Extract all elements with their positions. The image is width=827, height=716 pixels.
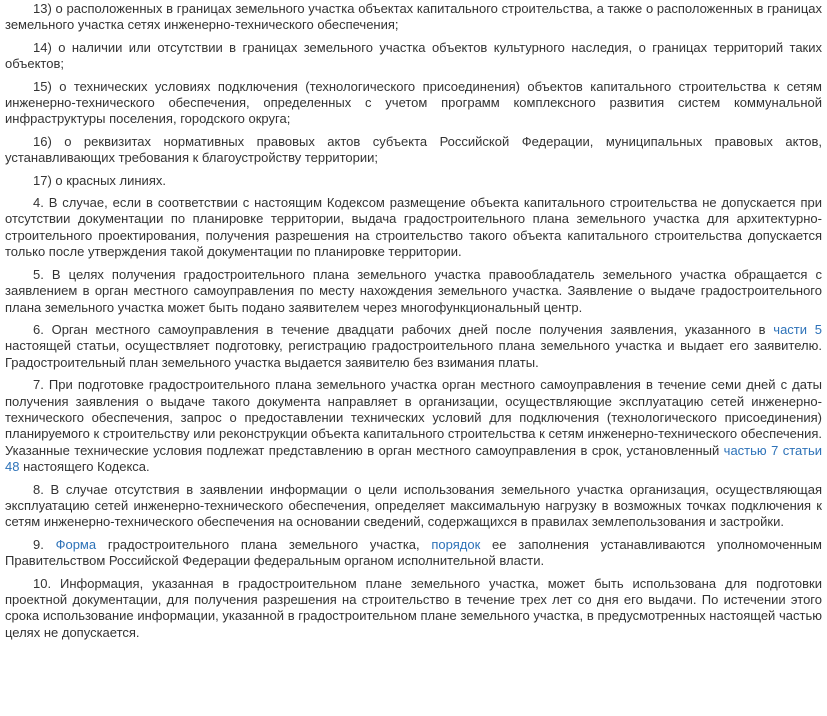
- paragraph-16: [5, 134, 822, 167]
- paragraph-4: [5, 195, 822, 261]
- paragraph-10: [5, 576, 822, 642]
- paragraph-text: 10. Информация, указанная в градостроительном плане земельного участка, может быть использована для подготовки проектной документации, для получения разрешения на строительство в течение трех лет со дня его выдачи. По истечении этого срока использование информации, указанной в градостроительном плане земельного участка, в предусмотренных настоящей частью целях не допускается.: [5, 575, 822, 640]
- paragraph-14: [5, 40, 822, 73]
- paragraph-text: ее заполнения устанавливаются уполномоченным Правительством Российской Федерации федеральным органом исполнительной власти.: [5, 536, 822, 569]
- paragraph-text: 9.: [33, 536, 56, 552]
- paragraph-text: 17) о красных линиях.: [33, 172, 166, 188]
- paragraph-13: [5, 1, 822, 34]
- paragraph-7: [5, 377, 822, 475]
- paragraph-6: [5, 322, 822, 371]
- paragraph-9: [5, 537, 822, 570]
- paragraph-15: [5, 79, 822, 128]
- paragraph-5: [5, 267, 822, 316]
- paragraph-8: [5, 482, 822, 531]
- paragraph-text: настоящего Кодекса.: [19, 459, 150, 475]
- paragraph-text: 6. Орган местного самоуправления в течение двадцати рабочих дней после получения заявления, указанного в: [33, 321, 774, 337]
- paragraph-text: 8. В случае отсутствия в заявлении информации о цели использования земельного участка организация, осуществляющая эксплуатацию сетей инженерно-технического обеспечения, определяет максимальную нагрузку в возможных точках подключения к сетям инженерно-технического обеспечения на основании сведений, содержащихся в правилах землепользования и застройки.: [5, 481, 822, 530]
- link-part-7-article-48[interactable]: частью 7 статьи 48: [5, 442, 822, 475]
- paragraph-text: 7. При подготовке градостроительного плана земельного участка орган местного самоуправления в течение семи дней с даты получения заявления о выдаче такого документа направляет в организации, осуществляющие эксплуатацию сетей инженерно-технического обеспечения, запрос о предоставлении технических условий для подключения (технологического присоединения) планируемого к строительству или реконструкции объекта капитального строительства к сетям инженерно-технического обеспечения. Указанные технические условия подлежат представлению в орган местного самоуправления в срок, установленный: [5, 377, 822, 458]
- paragraph-text: 16) о реквизитах нормативных правовых актов субъекта Российской Федерации, муниципальных правовых актов, устанавливающих требования к благоустройству территории;: [5, 133, 822, 166]
- link-procedure[interactable]: порядок: [431, 536, 481, 552]
- paragraph-17: [5, 173, 822, 189]
- paragraph-text: 4. В случае, если в соответствии с настоящим Кодексом размещение объекта капитального строительства не допускается при отсутствии документации по планировке территории, выдача градостроительного плана земельного участка для архитектурно-строительного проектирования, получения разрешения на строительство такого объекта капитального строительства допускается только после утверждения такой документации по планировке территории.: [5, 195, 822, 260]
- paragraph-text: 14) о наличии или отсутствии в границах земельного участка объектов культурного наследия, о границах территорий таких объектов;: [5, 39, 822, 72]
- paragraph-text: 13) о расположенных в границах земельного участка объектах капитального строительства, а также о расположенных в границах земельного участка сетях инженерно-технического обеспечения;: [5, 1, 822, 33]
- paragraph-text: 5. В целях получения градостроительного плана земельного участка правообладатель земельного участка обращается с заявлением в орган местного самоуправления по месту нахождения земельного участка. Заявление о выдаче градостроительного плана земельного участка может быть подано заявителем через многофункциональный центр.: [5, 266, 822, 315]
- paragraph-text: градостроительного плана земельного участка,: [96, 536, 432, 552]
- link-form[interactable]: Форма: [55, 536, 97, 552]
- paragraph-text: настоящей статьи, осуществляет подготовку, регистрацию градостроительного плана земельного участка и выдает его заявителю. Градостроительный план земельного участка выдается заявителю без взимания платы.: [5, 338, 822, 370]
- link-part-5[interactable]: части 5: [773, 321, 822, 337]
- paragraph-text: 15) о технических условиях подключения (технологического присоединения) объектов капитального строительства к сетям инженерно-технического обеспечения, определенных с учетом программ комплексного развития систем коммунальной инфраструктуры поселения, городского округа;: [5, 78, 822, 127]
